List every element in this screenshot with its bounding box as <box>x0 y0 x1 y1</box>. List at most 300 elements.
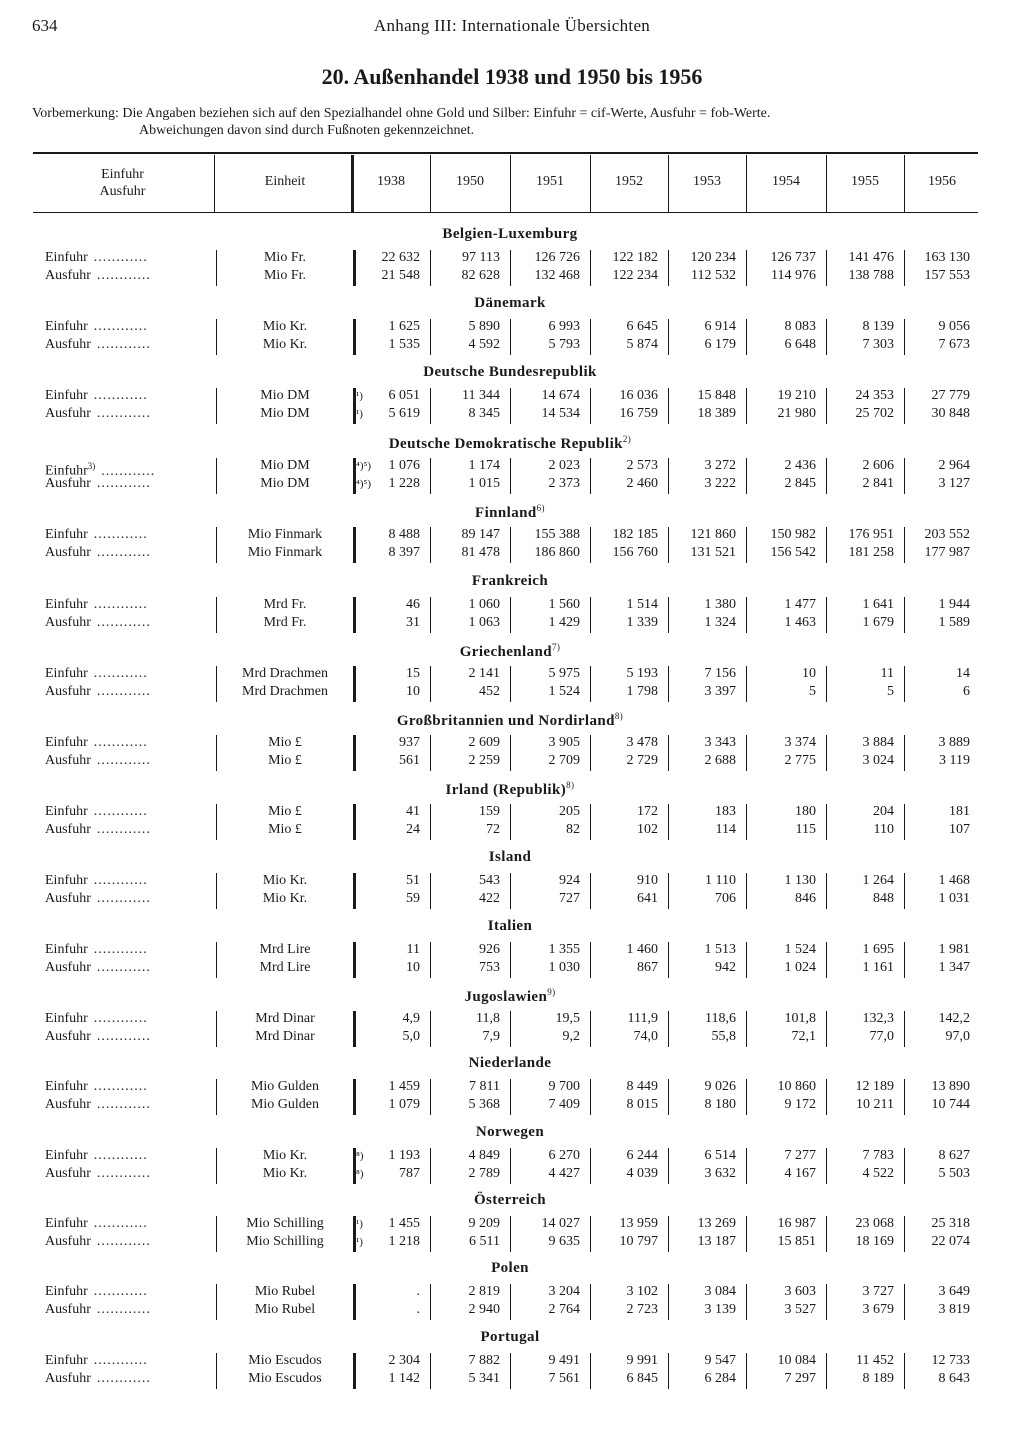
row-label <box>45 821 205 839</box>
value-cell-1953: 55,8 <box>711 1029 736 1044</box>
section-name: Portugal <box>480 1329 540 1345</box>
row-unit: Mio £ <box>268 753 302 768</box>
table-row <box>0 941 1024 959</box>
row-label-text: Ausfuhr <box>45 1371 91 1386</box>
value-cell-1956: 8 643 <box>938 1371 970 1386</box>
table-row <box>0 665 1024 683</box>
value-cell-1952: 156 760 <box>612 545 658 560</box>
value-cell-1951: 3 905 <box>548 735 580 750</box>
table-row <box>0 821 1024 839</box>
value-cell-1950: 8 345 <box>468 406 500 421</box>
value-cell-1938: 5 619 <box>388 406 420 421</box>
row-label <box>45 1010 205 1028</box>
leader-dots: ............ <box>96 1371 151 1386</box>
section-name: Polen <box>491 1260 529 1276</box>
row-label <box>45 890 205 908</box>
header-column-divider <box>351 155 354 212</box>
value-cell-1950: 4 592 <box>468 337 500 352</box>
section-footnote-mark: 7) <box>552 642 561 652</box>
value-cell-1938: 46 <box>406 597 420 612</box>
section-title <box>260 1260 760 1277</box>
value-cell-1956: 107 <box>949 822 970 837</box>
header-year-1953: 1953 <box>693 174 721 189</box>
header-column-divider <box>668 155 669 212</box>
leader-dots: ............ <box>93 1011 148 1026</box>
value-cell-1954: 846 <box>795 891 816 906</box>
row-label-text: Einfuhr <box>45 597 88 612</box>
value-cell-1955: 11 <box>880 666 894 681</box>
header-column-divider <box>510 155 511 212</box>
row-label-text: Ausfuhr <box>45 753 91 768</box>
row-label <box>45 1352 205 1370</box>
row-label <box>45 336 205 354</box>
value-cell-1956: 97,0 <box>945 1029 970 1044</box>
header-year-1955: 1955 <box>851 174 879 189</box>
section-footnote-mark: 9) <box>547 987 556 997</box>
row-label <box>45 387 205 405</box>
table-row <box>0 544 1024 562</box>
table-row <box>0 683 1024 701</box>
value-cell-1950: 2 819 <box>468 1284 500 1299</box>
value-cell-1950: 1 063 <box>468 615 500 630</box>
value-cell-1950: 422 <box>479 891 500 906</box>
row-label-text: Ausfuhr <box>45 822 91 837</box>
value-cell-1952: 172 <box>637 804 658 819</box>
leader-dots: ............ <box>93 1216 148 1231</box>
section-title <box>260 226 760 243</box>
row-label-text: Einfuhr <box>45 319 88 334</box>
value-cell-1956: 30 848 <box>931 406 970 421</box>
value-cell-1956: 1 944 <box>938 597 970 612</box>
value-cell-1956: 3 127 <box>938 476 970 491</box>
value-cell-1953: 942 <box>715 960 736 975</box>
value-cell-1951: 14 027 <box>541 1216 580 1231</box>
row-label-text: Ausfuhr <box>45 891 91 906</box>
value-cell-1951: 727 <box>559 891 580 906</box>
value-cell-1951: 5 793 <box>548 337 580 352</box>
leader-dots: ............ <box>93 873 148 888</box>
footnote-mark: ¹) <box>356 390 363 402</box>
value-cell-1953: 131 521 <box>690 545 736 560</box>
value-cell-1953: 1 110 <box>705 873 736 888</box>
row-label-text: Ausfuhr <box>45 406 91 421</box>
value-cell-1938: 937 <box>399 735 420 750</box>
value-cell-1950: 159 <box>479 804 500 819</box>
value-cell-1951: 155 388 <box>534 527 580 542</box>
value-cell-1952: 8 015 <box>626 1097 658 1112</box>
table-row <box>0 1147 1024 1165</box>
row-label <box>45 1165 205 1183</box>
value-cell-1954: 5 <box>809 684 816 699</box>
value-cell-1954: 2 436 <box>784 458 816 473</box>
row-label-text: Einfuhr <box>45 735 88 750</box>
value-cell-1953: 13 187 <box>697 1234 736 1249</box>
section-name: Island <box>488 849 532 865</box>
row-label <box>45 1147 205 1165</box>
value-cell-1956: 27 779 <box>931 388 970 403</box>
row-label-text: Ausfuhr <box>45 545 91 560</box>
value-cell-1956: 12 733 <box>931 1353 970 1368</box>
value-cell-1956: 163 130 <box>924 250 970 265</box>
row-label-text: Einfuhr <box>45 527 88 542</box>
table-row <box>0 1028 1024 1046</box>
leader-dots: ............ <box>93 804 148 819</box>
value-cell-1953: 6 514 <box>704 1148 736 1163</box>
row-unit: Mio DM <box>260 388 310 403</box>
value-cell-1952: 122 234 <box>612 268 658 283</box>
value-cell-1956: 9 056 <box>938 319 970 334</box>
leader-dots: ............ <box>96 337 151 352</box>
value-cell-1952: 122 182 <box>612 250 658 265</box>
leader-dots: ............ <box>96 1166 151 1181</box>
value-cell-1938: 1 142 <box>388 1371 420 1386</box>
table-row <box>0 872 1024 890</box>
row-label <box>45 1215 205 1233</box>
value-cell-1938: 1 455 <box>388 1216 420 1231</box>
value-cell-1953: 1 380 <box>704 597 736 612</box>
value-cell-1950: 5 341 <box>468 1371 500 1386</box>
row-unit: Mio Kr. <box>262 1148 308 1163</box>
row-label <box>45 267 205 285</box>
value-cell-1955: 204 <box>873 804 894 819</box>
section-title <box>260 918 760 935</box>
value-cell-1952: 8 449 <box>626 1079 658 1094</box>
value-cell-1950: 926 <box>479 942 500 957</box>
value-cell-1950: 1 015 <box>468 476 500 491</box>
value-cell-1954: 10 860 <box>777 1079 816 1094</box>
header-einfuhr: Einfuhr <box>101 167 144 182</box>
value-cell-1952: 6 645 <box>626 319 658 334</box>
value-cell-1952: 6 845 <box>626 1371 658 1386</box>
value-cell-1954: 1 130 <box>784 873 816 888</box>
table-row <box>0 1010 1024 1028</box>
value-cell-1953: 15 848 <box>697 388 736 403</box>
row-unit: Mio DM <box>260 406 310 421</box>
value-cell-1952: 16 759 <box>619 406 658 421</box>
value-cell-1950: 81 478 <box>461 545 500 560</box>
value-cell-1938: 41 <box>406 804 420 819</box>
value-cell-1955: 24 353 <box>855 388 894 403</box>
value-cell-1950: 9 209 <box>468 1216 500 1231</box>
value-cell-1950: 11,8 <box>476 1011 500 1026</box>
header-bottom-rule <box>33 212 978 213</box>
leader-dots: ............ <box>93 388 148 403</box>
value-cell-1953: 6 914 <box>704 319 736 334</box>
row-label-text: Ausfuhr <box>45 268 91 283</box>
value-cell-1938: 1 079 <box>388 1097 420 1112</box>
value-cell-1954: 3 603 <box>784 1284 816 1299</box>
section-title <box>260 364 760 381</box>
row-label <box>45 803 205 821</box>
value-cell-1954: 1 463 <box>784 615 816 630</box>
value-cell-1951: 1 429 <box>548 615 580 630</box>
value-cell-1956: 3 889 <box>938 735 970 750</box>
row-label-text: Einfuhr <box>45 1353 88 1368</box>
table-row <box>0 752 1024 770</box>
value-cell-1956: 3 649 <box>938 1284 970 1299</box>
row-unit: Mio Gulden <box>250 1079 320 1094</box>
row-unit: Mrd Lire <box>259 960 311 975</box>
table-row <box>0 596 1024 614</box>
section-name: Dänemark <box>474 295 546 311</box>
value-cell-1950: 5 368 <box>468 1097 500 1112</box>
row-unit: Mio Finmark <box>247 545 323 560</box>
header-top-rule <box>33 152 978 154</box>
value-cell-1955: 18 169 <box>855 1234 894 1249</box>
row-label-text: Ausfuhr <box>45 1097 91 1112</box>
leader-dots: ............ <box>96 268 151 283</box>
value-cell-1954: 114 976 <box>771 268 816 283</box>
table-row <box>0 1283 1024 1301</box>
table-row <box>0 1096 1024 1114</box>
leader-dots: ............ <box>93 1079 148 1094</box>
value-cell-1955: 8 189 <box>862 1371 894 1386</box>
row-label-text: Einfuhr <box>45 1148 88 1163</box>
value-cell-1950: 5 890 <box>468 319 500 334</box>
leader-dots: ............ <box>96 753 151 768</box>
header-column-divider <box>826 155 827 212</box>
leader-dots: ............ <box>96 1097 151 1112</box>
header-column-divider <box>430 155 431 212</box>
value-cell-1952: 1 460 <box>626 942 658 957</box>
row-label-text: Ausfuhr <box>45 1302 91 1317</box>
value-cell-1955: 1 641 <box>862 597 894 612</box>
leader-dots: ............ <box>96 476 151 491</box>
row-unit: Mio £ <box>268 804 302 819</box>
section-title <box>260 434 760 453</box>
section-title <box>260 1329 760 1346</box>
value-cell-1955: 11 452 <box>856 1353 894 1368</box>
section-title <box>260 642 760 661</box>
leader-dots: ............ <box>93 527 148 542</box>
value-cell-1938: 787 <box>399 1166 420 1181</box>
value-cell-1938: 6 051 <box>388 388 420 403</box>
value-cell-1951: 126 726 <box>534 250 580 265</box>
leader-dots: ............ <box>93 666 148 681</box>
header-column-divider <box>590 155 591 212</box>
value-cell-1954: 3 527 <box>784 1302 816 1317</box>
value-cell-1954: 1 477 <box>784 597 816 612</box>
row-label-text: Einfuhr <box>45 388 88 403</box>
value-cell-1951: 186 860 <box>534 545 580 560</box>
section-title <box>260 573 760 590</box>
row-unit: Mrd Drachmen <box>242 666 328 681</box>
value-cell-1951: 924 <box>559 873 580 888</box>
value-cell-1953: 7 156 <box>704 666 736 681</box>
value-cell-1950: 2 259 <box>468 753 500 768</box>
value-cell-1938: 1 193 <box>388 1148 420 1163</box>
value-cell-1950: 543 <box>479 873 500 888</box>
value-cell-1950: 7 811 <box>469 1079 500 1094</box>
row-label-text: Ausfuhr <box>45 615 91 630</box>
leader-dots: ............ <box>96 960 151 975</box>
value-cell-1951: 1 560 <box>548 597 580 612</box>
value-cell-1954: 126 737 <box>770 250 816 265</box>
row-unit: Mio DM <box>260 458 310 473</box>
value-cell-1953: 3 343 <box>704 735 736 750</box>
value-cell-1951: 7 561 <box>548 1371 580 1386</box>
row-unit: Mio Rubel <box>254 1284 316 1299</box>
value-cell-1951: 9,2 <box>562 1029 580 1044</box>
leader-dots: ............ <box>93 319 148 334</box>
row-label <box>45 1301 205 1319</box>
row-label-text: Einfuhr <box>45 942 88 957</box>
value-cell-1953: 3 084 <box>704 1284 736 1299</box>
leader-dots: ............ <box>93 250 148 265</box>
section-title <box>260 295 760 312</box>
value-cell-1938: 10 <box>406 684 420 699</box>
row-label <box>45 941 205 959</box>
value-cell-1952: 2 729 <box>626 753 658 768</box>
value-cell-1956: 1 347 <box>938 960 970 975</box>
row-unit: Mio Kr. <box>262 337 308 352</box>
row-label-text: Einfuhr <box>45 873 88 888</box>
footnote-mark: ¹) <box>356 1236 363 1248</box>
footnote-mark: ¹) <box>356 408 363 420</box>
value-cell-1955: 25 702 <box>855 406 894 421</box>
value-cell-1952: 867 <box>637 960 658 975</box>
row-label <box>45 1233 205 1251</box>
leader-dots: ............ <box>93 1148 148 1163</box>
value-cell-1954: 15 851 <box>777 1234 816 1249</box>
value-cell-1952: 2 573 <box>626 458 658 473</box>
value-cell-1938: 1 076 <box>388 458 420 473</box>
value-cell-1952: 5 193 <box>626 666 658 681</box>
value-cell-1952: 10 797 <box>619 1234 658 1249</box>
value-cell-1954: 156 542 <box>770 545 816 560</box>
value-cell-1953: 183 <box>715 804 736 819</box>
table-row <box>0 336 1024 354</box>
value-cell-1956: 1 981 <box>938 942 970 957</box>
value-cell-1953: 121 860 <box>690 527 736 542</box>
value-cell-1950: 7,9 <box>482 1029 500 1044</box>
header-column-divider <box>214 155 215 212</box>
value-cell-1955: 132,3 <box>862 1011 894 1026</box>
header-ausfuhr: Ausfuhr <box>99 184 146 199</box>
section-title <box>260 849 760 866</box>
value-cell-1955: 12 189 <box>855 1079 894 1094</box>
value-cell-1952: 3 478 <box>626 735 658 750</box>
value-cell-1952: 9 991 <box>626 1353 658 1368</box>
value-cell-1951: 7 409 <box>548 1097 580 1112</box>
section-name: Niederlande <box>468 1055 552 1071</box>
header-year-1938: 1938 <box>377 174 405 189</box>
leader-dots: ............ <box>96 1302 151 1317</box>
leader-dots: ............ <box>96 822 151 837</box>
table-row <box>0 405 1024 423</box>
value-cell-1956: 2 964 <box>938 458 970 473</box>
value-cell-1954: 4 167 <box>784 1166 816 1181</box>
value-cell-1953: 13 269 <box>697 1216 736 1231</box>
value-cell-1938: 1 218 <box>388 1234 420 1249</box>
value-cell-1954: 21 980 <box>777 406 816 421</box>
value-cell-1938: 1 625 <box>388 319 420 334</box>
value-cell-1938: 4,9 <box>402 1011 420 1026</box>
value-cell-1953: 3 139 <box>704 1302 736 1317</box>
row-unit: Mrd Dinar <box>255 1011 315 1026</box>
section-name: Großbritannien und Nordirland <box>396 713 615 729</box>
table-row <box>0 475 1024 493</box>
value-cell-1956: 22 074 <box>931 1234 970 1249</box>
row-label <box>45 526 205 544</box>
row-unit: Mio DM <box>260 476 310 491</box>
value-cell-1954: 6 648 <box>784 337 816 352</box>
value-cell-1954: 7 277 <box>784 1148 816 1163</box>
value-cell-1938: 21 548 <box>381 268 420 283</box>
row-label <box>45 683 205 701</box>
row-label <box>45 665 205 683</box>
value-cell-1952: 102 <box>637 822 658 837</box>
section-title <box>260 1055 760 1072</box>
value-cell-1955: 848 <box>873 891 894 906</box>
table-row <box>0 1352 1024 1370</box>
table-row <box>0 1370 1024 1388</box>
header-year-1956: 1956 <box>928 174 956 189</box>
value-cell-1938: 10 <box>406 960 420 975</box>
value-cell-1953: 112 532 <box>691 268 736 283</box>
value-cell-1955: 8 139 <box>862 319 894 334</box>
value-cell-1938: 15 <box>406 666 420 681</box>
value-cell-1950: 82 628 <box>461 268 500 283</box>
row-label <box>45 475 205 493</box>
value-cell-1953: 3 632 <box>704 1166 736 1181</box>
value-cell-1953: 9 026 <box>704 1079 736 1094</box>
header-column-divider <box>904 155 905 212</box>
row-label <box>45 249 205 267</box>
value-cell-1950: 452 <box>479 684 500 699</box>
value-cell-1955: 4 522 <box>862 1166 894 1181</box>
value-cell-1938: 8 397 <box>388 545 420 560</box>
value-cell-1952: 1 339 <box>626 615 658 630</box>
value-cell-1950: 2 609 <box>468 735 500 750</box>
value-cell-1950: 72 <box>486 822 500 837</box>
table-row <box>0 1215 1024 1233</box>
value-cell-1953: 3 222 <box>704 476 736 491</box>
section-footnote-mark: 8) <box>614 711 624 721</box>
value-cell-1956: 13 890 <box>931 1079 970 1094</box>
row-unit: Mrd Dinar <box>255 1029 315 1044</box>
section-title <box>260 1124 760 1141</box>
prenote-line-1: Vorbemerkung: Die Angaben beziehen sich auf den Spezialhandel ohne Gold und Silber: Einfuhr = cif-Werte, Ausfuhr = fob-Werte. <box>32 106 771 121</box>
table-row <box>0 318 1024 336</box>
value-cell-1951: 2 023 <box>548 458 580 473</box>
value-cell-1956: 1 031 <box>938 891 970 906</box>
row-label <box>45 872 205 890</box>
value-cell-1952: 74,0 <box>633 1029 658 1044</box>
row-label <box>45 1028 205 1046</box>
leader-dots: ............ <box>96 1234 151 1249</box>
value-cell-1956: 1 468 <box>938 873 970 888</box>
row-unit: Mio Fr. <box>263 268 306 283</box>
value-cell-1953: 18 389 <box>697 406 736 421</box>
value-cell-1954: 180 <box>795 804 816 819</box>
value-cell-1951: 3 204 <box>548 1284 580 1299</box>
value-cell-1938: 11 <box>406 942 420 957</box>
leader-dots: ............ <box>101 463 156 479</box>
row-label <box>45 1370 205 1388</box>
value-cell-1951: 1 355 <box>548 942 580 957</box>
value-cell-1952: 641 <box>637 891 658 906</box>
row-unit: Mio Schilling <box>246 1216 324 1231</box>
row-unit: Mio Rubel <box>254 1302 316 1317</box>
value-cell-1954: 16 987 <box>777 1216 816 1231</box>
header-year-1952: 1952 <box>615 174 643 189</box>
value-cell-1955: 1 161 <box>862 960 894 975</box>
value-cell-1938: 24 <box>406 822 420 837</box>
value-cell-1950: 1 174 <box>468 458 500 473</box>
header-col-1 <box>40 166 205 200</box>
row-label <box>45 405 205 423</box>
